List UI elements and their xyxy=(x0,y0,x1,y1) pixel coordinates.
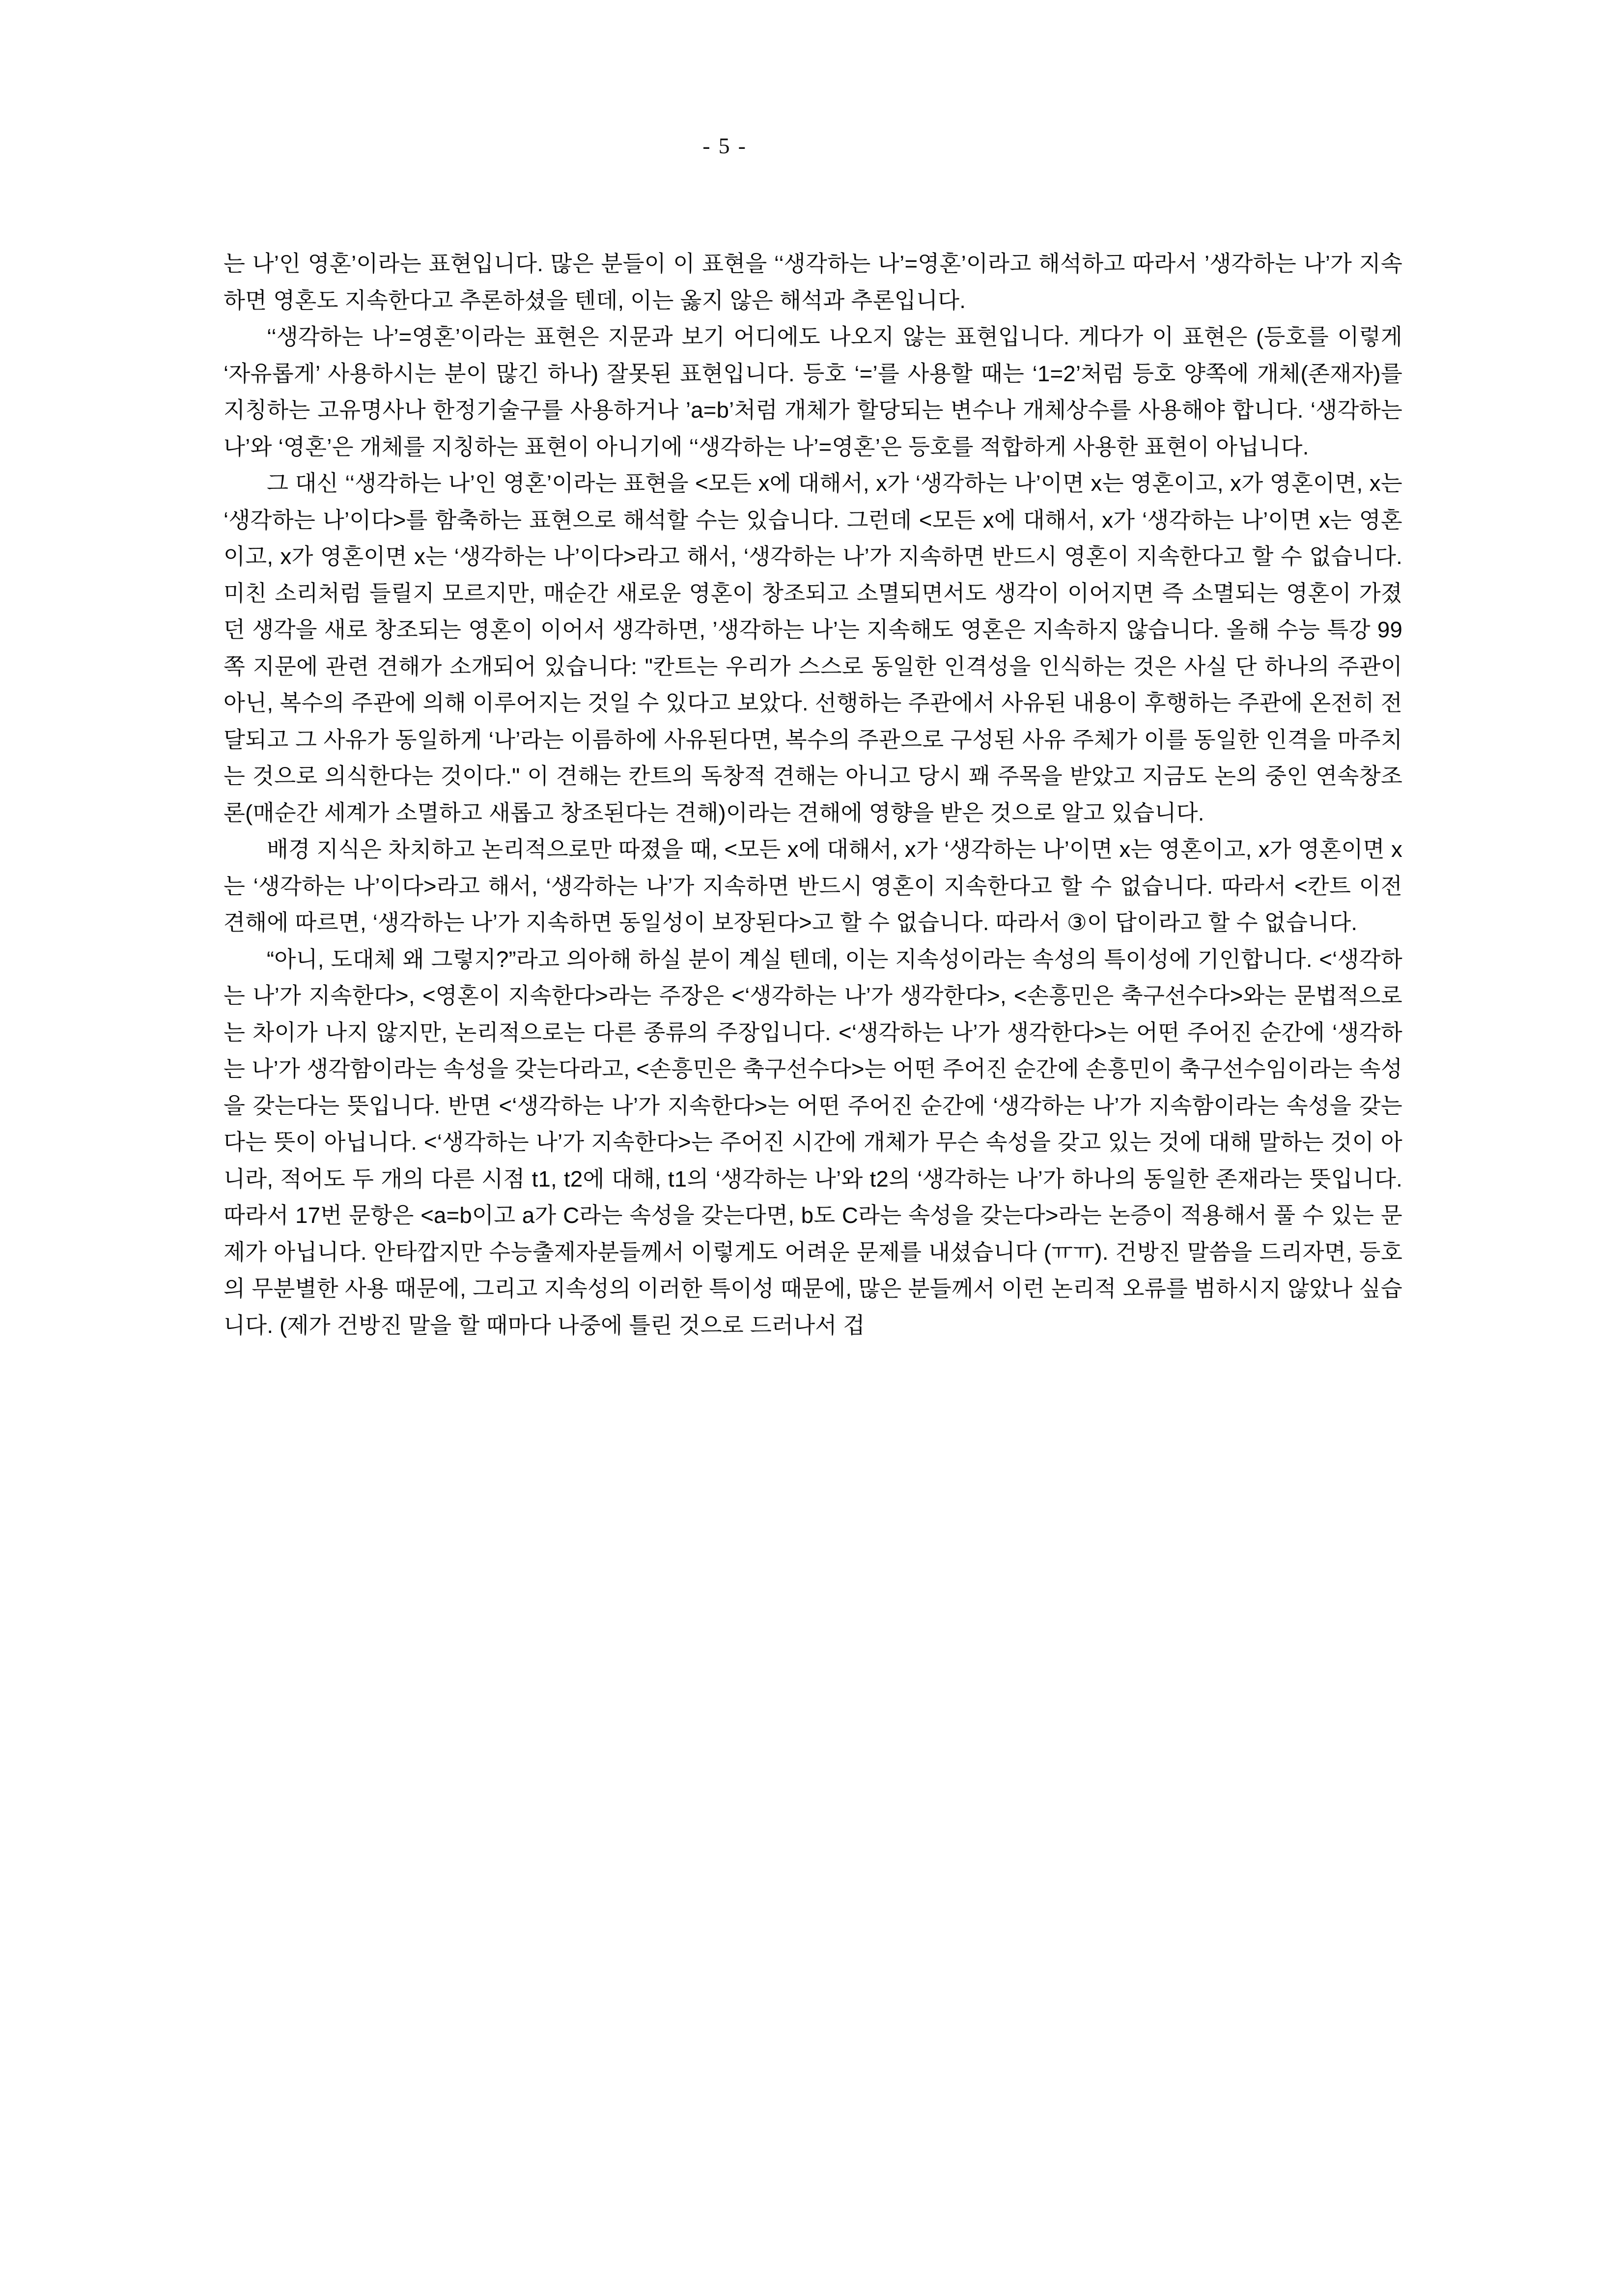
paragraph-continuation: 는 나’인 영혼’이라는 표현입니다. 많은 분들이 이 표현을 ‘‘생각하는 나’=영혼’이라고 해석하고 따라서 ’생각하는 나’가 지속하면 영혼도 지속한다고 추론하셨을 텐데, 이는 옳지 않은 해석과 추론입니다. xyxy=(224,251,1402,313)
paragraph-persistence-property: “아니, 도대체 왜 그렇지?”라고 의아해 하실 분이 계실 텐데, 이는 지속성이라는 속성의 특이성에 기인합니다. <‘생각하는 나’가 지속한다>, <영혼이 지속한다>라는 주장은 <‘생각하는 나’가 생각한다>, <손흥민은 축구선수다>와는 문법적으로는 차이가 나지 않지만, 논리적으로는 다른 종류의 주장입니다. <‘생각하는 나’가 생각한다>는 어떤 주어진 순간에 ‘생각하는 나’가 생각함이라는 속성을 갖는다라고, <손흥민은 축구선수다>는 어떤 주어진 순간에 손흥민이 축구선수임이라는 속성을 갖는다는 뜻입니다. 반면 <‘생각하는 나’가 지속한다>는 어떤 주어진 순간에 ‘생각하는 나’가 지속함이라는 속성을 갖는다는 뜻이 아닙니다. <‘생각하는 나’가 지속한다>는 주어진 시간에 개체가 무슨 속성을 갖고 있는 것에 대해 말하는 것이 아니라, 적어도 두 개의 다른 시점 t1, t2에 대해, t1의 ‘생각하는 나’와 t2의 ‘생각하는 나’가 하나의 동일한 존재라는 뜻입니다. 따라서 17번 문항은 <a=b이고 a가 C라는 속성을 갖는다면, b도 C라는 속성을 갖는다>라는 논증이 적용해서 풀 수 있는 문제가 아닙니다. 안타깝지만 수능출제자분들께서 이렇게도 어려운 문제를 내셨습니다 (ㅠㅠ). 건방진 말씀을 드리자면, 등호의 무분별한 사용 때문에, 그리고 지속성의 이러한 특이성 때문에, 많은 분들께서 이런 논리적 오류를 범하시지 않았나 싶습니다. (제가 건방진 말을 할 때마다 나중에 틀린 것으로 드러나서 겁 xyxy=(224,946,1402,1338)
paragraph-universal-quantifier: 그 대신 ‘‘생각하는 나’인 영혼’이라는 표현을 <모든 x에 대해서, x가 ‘생각하는 나’이면 x는 영혼이고, x가 영혼이면, x는 ‘생각하는 나’이다>를 함축하는 표현으로 해석할 수는 있습니다. 그런데 <모든 x에 대해서, x가 ‘생각하는 나’이면 x는 영혼이고, x가 영혼이면 x는 ‘생각하는 나’이다>라고 해서, ‘생각하는 나’가 지속하면 반드시 영혼이 지속한다고 할 수 없습니다. 미친 소리처럼 들릴지 모르지만, 매순간 새로운 영혼이 창조되고 소멸되면서도 생각이 이어지면 즉 소멸되는 영혼이 가졌던 생각을 새로 창조되는 영혼이 이어서 생각하면, ’생각하는 나’는 지속해도 영혼은 지속하지 않습니다. 올해 수능 특강 99쪽 지문에 관련 견해가 소개되어 있습니다: "칸트는 우리가 스스로 동일한 인격성을 인식하는 것은 사실 단 하나의 주관이 아닌, 복수의 주관에 의해 이루어지는 것일 수 있다고 보았다. 선행하는 주관에서 사유된 내용이 후행하는 주관에 온전히 전달되고 그 사유가 동일하게 ‘나’라는 이름하에 사유된다면, 복수의 주관으로 구성된 사유 주체가 이를 동일한 인격을 마주치는 것으로 의식한다는 것이다." 이 견해는 칸트의 독창적 견해는 아니고 당시 꽤 주목을 받았고 지금도 논의 중인 연속창조론(매순간 세계가 소멸하고 새롭고 창조된다는 견해)이라는 견해에 영향을 받은 것으로 알고 있습니다. xyxy=(224,471,1402,825)
paragraph-background-knowledge: 배경 지식은 차치하고 논리적으로만 따졌을 때, <모든 x에 대해서, x가 ‘생각하는 나’이면 x는 영혼이고, x가 영혼이면 x는 ‘생각하는 나’이다>라고 해서, ‘생각하는 나’가 지속하면 반드시 영혼이 지속한다고 할 수 없습니다. 따라서 <칸트 이전 견해에 따르면, ‘생각하는 나’가 지속하면 동일성이 보장된다>고 할 수 없습니다. 따라서 ③이 답이라고 할 수 없습니다. xyxy=(224,837,1402,935)
page-number: - 5 - xyxy=(702,133,747,158)
paragraph-equals-sign: ‘‘생각하는 나’=영혼’이라는 표현은 지문과 보기 어디에도 나오지 않는 표현입니다. 게다가 이 표현은 (등호를 이렇게 ‘자유롭게’ 사용하시는 분이 많긴 하나) 잘못된 표현입니다. 등호 ‘=’를 사용할 때는 ‘1=2’처럼 등호 양쪽에 개체(존재자)를 지칭하는 고유명사나 한정기술구를 사용하거나 ’a=b’처럼 개체가 할당되는 변수나 개체상수를 사용해야 합니다. ‘생각하는 나’와 ‘영혼’은 개체를 지칭하는 표현이 아니기에 ‘‘생각하는 나’=영혼’은 등호를 적합하게 사용한 표현이 아닙니다. xyxy=(224,324,1402,459)
document-body xyxy=(224,246,1402,1344)
